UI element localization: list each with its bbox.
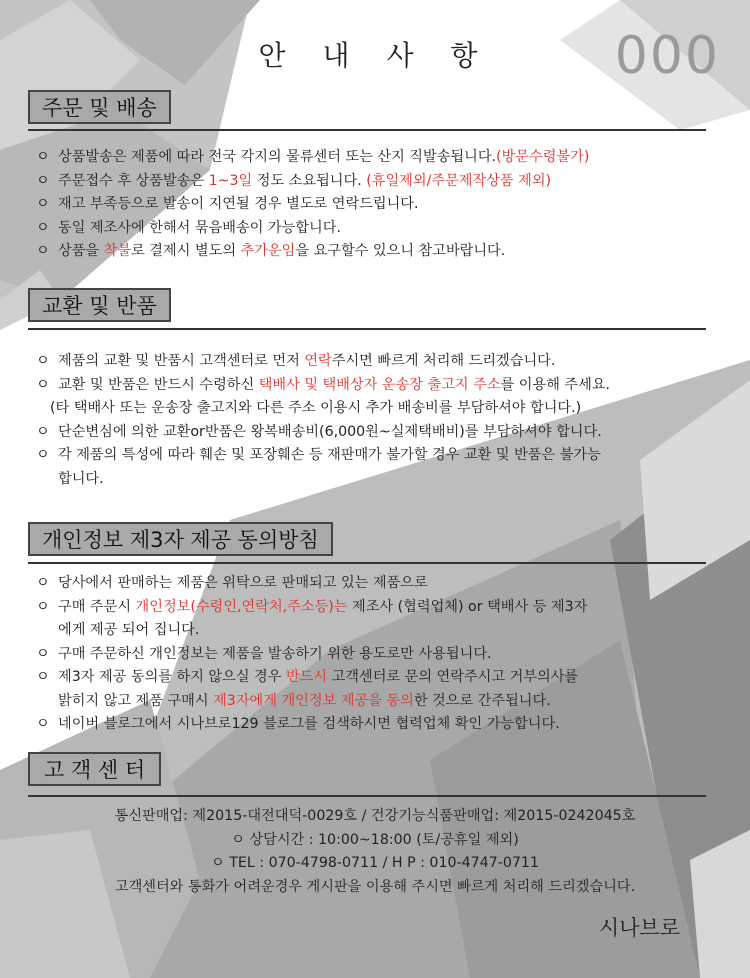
- section-heading-privacy: 개인정보 제3자 제공 동의방침: [28, 522, 333, 556]
- list-item-continuation: (타 택배사 또는 운송장 출고지와 다른 주소 이용시 추가 배송비를 부담하셔야 합니다.): [50, 400, 582, 416]
- list-item: ㅇ 교환 및 반품은 반드시 수령하신 택배사 및 택배상자 운송장 출고지 주소를 이용해 주세요.: [36, 376, 611, 393]
- business-registration-line: 통신판매업: 제2015-대전대덕-0029호 / 건강기능식품판매업: 제2015-0242045호: [114, 808, 636, 824]
- list-item: ㅇ 동일 제조사에 한해서 묶음배송이 가능합니다.: [36, 219, 341, 236]
- list-item: ㅇ 재고 부족등으로 발송이 지연될 경우 별도로 연락드립니다.: [36, 196, 419, 212]
- list-item: ㅇ 구매 주문하신 개인정보는 제품을 발송하기 위한 용도로만 사용됩니다.: [36, 645, 492, 662]
- list-item-continuation: 합니다.: [58, 470, 104, 487]
- list-item: ㅇ 상품을 착불로 결제시 별도의 추가운임을 요구할수 있으니 참고바랍니다.: [36, 243, 506, 259]
- section-rule-exchange: [28, 328, 706, 330]
- list-item-continuation: 밝히지 않고 제품 구매시 제3자에게 개인정보 제공을 동의한 것으로 간주됩니다.: [58, 692, 551, 709]
- list-item-continuation: 에게 제공 되어 집니다.: [58, 622, 200, 638]
- list-item: ㅇ 각 제품의 특성에 따라 훼손 및 포장훼손 등 재판매가 불가할 경우 교환 및 반품은 불가능: [36, 447, 601, 463]
- cs-info: [0, 805, 750, 899]
- consult-hours-line: ㅇ 상담시간 : 10:00~18:00 (토/공휴일 제외): [231, 831, 519, 848]
- list-item: ㅇ 네이버 블로그에서 시나브로129 블로그를 검색하시면 협력업체 확인 가능합니다.: [36, 716, 560, 732]
- list-item: ㅇ 제품의 교환 및 반품시 고객센터로 먼저 연락주시면 빠르게 처리해 드리겠습니다.: [36, 353, 556, 369]
- page-title: 안 내 사 항: [258, 39, 492, 72]
- section-rule-order: [28, 129, 706, 131]
- list-item: ㅇ 구매 주문시 개인정보(수령인,연락처,주소등)는 제조사 (협력업체) or 택배사 등 제3자: [36, 598, 588, 615]
- list-item: ㅇ 상품발송은 제품에 따라 전국 각지의 물류센터 또는 산지 직발송됩니다.(방문수령불가): [36, 149, 590, 165]
- list-item: ㅇ 단순변심에 의한 교환or반품은 왕복배송비(6,000원~실제택배비)를 부담하셔야 합니다.: [36, 423, 602, 440]
- privacy-list: [36, 572, 726, 737]
- list-item: ㅇ 주문접수 후 상품발송은 1~3일 정도 소요됩니다. (휴일제외/주문제작상품 제외): [36, 172, 552, 189]
- section-heading-order: 주문 및 배송: [28, 90, 171, 124]
- section-rule-cs: [28, 795, 706, 797]
- section-heading-exchange: 교환 및 반품: [28, 288, 171, 322]
- list-item: ㅇ 제3자 제공 동의를 하지 않으실 경우 반드시 고객센터로 문의 연락주시고 거부의사를: [36, 669, 579, 685]
- phone-line: ㅇ TEL : 070-4798-0711 / H P : 010-4747-0711: [211, 855, 539, 871]
- exchange-list: [36, 350, 726, 491]
- list-item: ㅇ 당사에서 판매하는 제품은 위탁으로 판매되고 있는 제품으로: [36, 575, 428, 591]
- page-code: 000: [614, 26, 720, 86]
- board-guide-line: 고객센터와 통화가 어려운경우 게시판을 이용해 주시면 빠르게 처리해 드리겠습니다.: [114, 878, 636, 895]
- section-heading-cs: 고 객 센 터: [28, 752, 161, 786]
- brand-signature: 시나브로: [598, 916, 680, 940]
- section-rule-privacy: [28, 562, 706, 564]
- order-list: [36, 146, 726, 264]
